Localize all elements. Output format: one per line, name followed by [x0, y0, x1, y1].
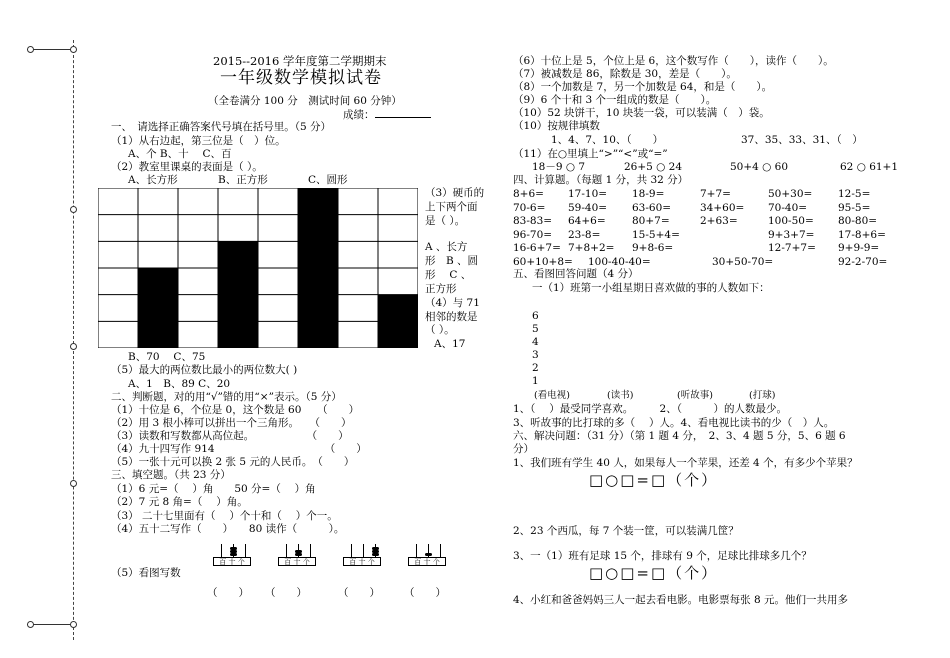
section-2-heading: 二、判断题，对的用“√”错的用“×”表示。（5 分） — [111, 391, 342, 403]
abacus-rod — [310, 544, 311, 557]
calc-problem[interactable]: 100-50= — [768, 215, 814, 227]
calc-problem[interactable]: 96-70= — [513, 228, 553, 241]
s5-scale-2: 2 — [532, 362, 539, 374]
calc-problem[interactable]: 18-9= — [632, 188, 665, 200]
s3-q5: （5）看图写数 — [111, 567, 181, 579]
calc-problem[interactable]: 12-5= — [838, 188, 871, 200]
abacus-answer-3[interactable]: （ ） — [338, 587, 380, 599]
calc-problem[interactable]: 7+8+2= — [568, 242, 615, 254]
abacus-answer-1[interactable]: （ ） — [207, 587, 249, 599]
calc-problem[interactable]: 80+7= — [632, 215, 670, 227]
s5-q2: 3、听故事的比打球的多（ ）人。4、看电视比读书的少（ ）人。 — [513, 417, 835, 429]
calc-problem[interactable]: 100-40-40= — [588, 255, 651, 268]
s1-q4-options-bc: B、70 C、75 — [128, 351, 206, 363]
s1-q4-option-a: A、17 — [434, 338, 466, 350]
section-1-heading: 一、 请选择正确答案代号填在括号里。（5 分） — [111, 121, 332, 133]
exam-year: 2015--2016 学年度第二学期期末 — [213, 54, 387, 68]
s5-scale-5: 5 — [532, 323, 539, 335]
s5-category-tv: (看电视) — [534, 390, 570, 401]
calc-problem[interactable]: 17-10= — [568, 188, 608, 200]
s1-q4-line-1: （4）与 71 — [425, 297, 480, 309]
calc-problem[interactable]: 9+9-9= — [838, 242, 880, 254]
calc-problem[interactable]: 16-6+7= — [513, 242, 561, 254]
binding-margin-line — [73, 40, 74, 640]
calc-problem[interactable]: 60+10+8= — [513, 255, 573, 268]
calc-problem[interactable]: 92-2-70= — [838, 255, 888, 268]
score-label: 成绩： — [343, 109, 375, 121]
s1-q3-opt-line-3: 形 C 、 — [425, 269, 472, 281]
s5-scale-3: 3 — [532, 349, 539, 361]
abacus-2-label: 百 十 个 — [278, 557, 316, 566]
s6-q4: 4、小红和爸爸妈妈三人一起去看电影。电影票每张 8 元。他们一共用多 — [513, 594, 849, 606]
calc-problem[interactable]: 9+8-6= — [632, 242, 674, 254]
score-line — [343, 108, 431, 122]
s1-q5-options: A、1 B、89 C、20 — [128, 378, 231, 390]
s1-q3-line-3: 是（ ）。 — [425, 215, 466, 227]
section-5-heading: 五、看图回答问题（4 分） — [513, 268, 639, 280]
calc-problem[interactable]: 17-8+6= — [838, 228, 886, 241]
s5-scale-1: 1 — [532, 375, 539, 387]
s5-scale-4: 4 — [532, 336, 539, 348]
s6-q1-formula[interactable]: □○□=□（个） — [589, 471, 719, 489]
score-blank[interactable] — [375, 108, 431, 118]
abacus-4-label: 百 十 个 — [408, 557, 446, 566]
s3-q10b: （10）按规律填数 — [513, 120, 600, 132]
s1-q3-opt-line-2: 形 B 、圆 — [425, 255, 479, 267]
s3-q11: （11）在○里填上“>”“<”或“=” — [513, 148, 668, 160]
binding-ring-1 — [27, 46, 34, 53]
s2-item-4: （4）九十四写作 914 （ ） — [111, 443, 367, 455]
s6-q3: 3、一（1）班有足球 15 个，排球有 9 个，足球比排球多几个？ — [513, 550, 812, 562]
s2-item-1: （1）十位是 6，个位是 0，这个数是 60 （ ） — [111, 404, 360, 416]
s1-q1: （1）从右边起，第三位是（ ）位。 — [111, 135, 286, 147]
s2-item-2: （2）用 3 根小棒可以拼出一个三角形。 （ ） — [111, 417, 352, 429]
s1-q4-line-2: 相邻的数是 — [425, 311, 478, 323]
calc-problem[interactable]: 9+3+7= — [768, 228, 815, 241]
s1-q1-options: A、个 B、十 C、百 — [128, 148, 232, 160]
pattern-2: 37、35、33、31、（ ） — [741, 134, 863, 146]
abacus-3 — [343, 544, 381, 570]
abacus-2 — [278, 544, 316, 570]
calc-problem[interactable]: 8+6= — [513, 188, 544, 200]
s1-q3-opt-line-4: 正方形 — [425, 283, 457, 295]
abacus-rod — [416, 544, 417, 557]
binding-ring-7 — [70, 621, 77, 628]
abacus-rod — [363, 544, 364, 557]
abacus-bead — [230, 553, 237, 556]
calc-problem[interactable]: 70-6= — [513, 201, 546, 214]
abacus-bead — [425, 553, 432, 556]
grid-bar-2 — [138, 268, 178, 348]
s3-q6: （6）十位上是 5，个位上是 6，这个数写作（ ），读作（ ）。 — [513, 55, 834, 67]
abacus-rod — [245, 544, 246, 557]
binding-ring-4 — [70, 343, 77, 350]
calc-problem[interactable]: 64+6= — [568, 215, 606, 227]
abacus-3-label: 百 十 个 — [343, 557, 381, 566]
s3-q2: （2）7 元 8 角=（ ）角。 — [111, 496, 248, 508]
s3-q10a: （10）52 块饼干，10 块装一袋，可以装满（ ）袋。 — [513, 107, 770, 119]
s1-q3-opt-line-1: A 、长方 — [425, 241, 468, 253]
binding-ring-5 — [70, 480, 77, 487]
s5-intro: 一（1）班第一小组星期日喜欢做的事的人数如下： — [532, 282, 770, 294]
binding-ring-6 — [27, 621, 34, 628]
section-4-heading: 四、计算题。（每题 1 分，共 32 分） — [513, 174, 689, 186]
abacus-1 — [213, 544, 251, 570]
abacus-rod — [440, 544, 441, 557]
section-6-heading-cont: 分） — [513, 443, 534, 455]
s5-category-ball: (打球) — [749, 390, 776, 401]
calc-problem[interactable]: 63-60= — [632, 201, 672, 214]
s2-item-5: （5）一张十元可以换 2 张 5 元的人民币。 （ ） — [111, 456, 355, 468]
s1-q2-option-b: B、正方形 — [218, 174, 268, 186]
s3-q7: （7）被减数是 86，除数是 30，差是（ ）。 — [513, 68, 737, 80]
s1-q2-option-a: A、长方形 — [128, 174, 178, 186]
abacus-1-label: 百 十 个 — [213, 557, 251, 566]
s5-category-story: (听故事) — [677, 390, 713, 401]
abacus-rod — [221, 544, 222, 557]
calc-problem[interactable]: 2+63= — [700, 215, 738, 227]
s3-q8: （8）一个加数是 7，另一个加数是 64，和是（ ）。 — [513, 81, 773, 93]
abacus-bead — [372, 547, 379, 550]
calc-problem[interactable]: 23-8= — [568, 228, 601, 241]
abacus-rod — [351, 544, 352, 557]
section-3-heading: 三、填空题。（共 23 分） — [111, 469, 231, 481]
s5-q1: 1、（ ）最受同学喜欢。 2、（ ）的人数最少。 — [513, 403, 787, 415]
calc-problem[interactable]: 80-80= — [838, 215, 878, 227]
calc-problem[interactable]: 15-5+4= — [632, 228, 680, 241]
s1-q3-line-1: （3）硬币的 — [425, 187, 485, 199]
exam-info: （全卷满分 100 分 测试时间 60 分钟） — [208, 95, 402, 107]
calc-problem[interactable]: 70-40= — [768, 201, 808, 214]
calc-problem[interactable]: 83-83= — [513, 215, 553, 227]
compare-4: 62 ○ 61+1 — [840, 161, 899, 173]
s2-item-3: （3）读数和写数都从高位起。 （ ） — [111, 430, 349, 442]
pattern-1: 1、4、7、10、（ ） — [551, 134, 664, 146]
abacus-bead — [295, 553, 302, 556]
abacus-4 — [408, 544, 446, 570]
s3-q4: （4）五十二写作（ ） 80 读作（ ）。 — [111, 523, 345, 535]
compare-1: 18－9 ○ 7 — [532, 161, 586, 173]
compare-3: 50+4 ○ 60 — [730, 161, 789, 173]
s6-q1: 1、我们班有学生 40 人，如果每人一个苹果，还差 4 个，有多少个苹果？ — [513, 457, 858, 469]
s5-category-reading: (读书) — [607, 390, 634, 401]
abacus-rod — [286, 544, 287, 557]
binding-ring-3 — [70, 206, 77, 213]
s1-q2-option-c: C、圆形 — [308, 174, 348, 186]
s1-q2: （2）教室里课桌的表面是（ ）。 — [111, 161, 263, 173]
s3-q1: （1）6 元=（ ）角 50 分=（ ）角 — [111, 483, 316, 495]
s1-q5: （5）最大的两位数比最小的两位数大( ) — [111, 364, 298, 376]
s6-q2: 2、23 个西瓜，每 7 个装一筐，可以装满几筐？ — [513, 525, 739, 537]
abacus-answer-2[interactable]: （ ） — [265, 587, 307, 599]
abacus-bead — [372, 550, 379, 553]
s3-q3: （3） 二十七里面有（ ）个十和（ ）个一。 — [111, 510, 338, 522]
calc-problem[interactable]: 7+7= — [700, 188, 731, 200]
calc-problem[interactable]: 12-7+7= — [768, 242, 816, 254]
calc-problem[interactable]: 59-40= — [568, 201, 608, 214]
binding-ring-2 — [70, 46, 77, 53]
s6-q3-formula[interactable]: □○□=□（个） — [589, 564, 719, 582]
abacus-bead — [295, 550, 302, 553]
s5-scale-6: 6 — [532, 310, 539, 322]
abacus-answer-4[interactable]: （ ） — [404, 587, 446, 599]
abacus-bead — [372, 553, 379, 556]
calc-problem[interactable]: 30+50-70= — [712, 255, 774, 268]
calc-problem[interactable]: 34+60= — [700, 201, 745, 214]
calc-problem[interactable]: 50+30= — [768, 188, 813, 200]
abacus-bead — [230, 547, 237, 550]
exam-title: 一年级数学模拟试卷 — [220, 68, 382, 88]
s1-q3-line-2: 上下两个面 — [425, 201, 478, 213]
calc-problem[interactable]: 95-5= — [838, 201, 871, 214]
bar-grid-chart — [98, 188, 418, 348]
s3-q9: （9）6 个十和 3 个一组成的数是（ ）。 — [513, 94, 717, 106]
s1-q4-line-3: （ ）。 — [425, 324, 455, 336]
compare-2: 26+5 ○ 24 — [624, 161, 683, 173]
section-6-heading: 六、解决问题：（31 分）（第 1 题 4 分， 2、3、4 题 5 分，5、6 题 6 — [513, 430, 846, 442]
abacus-bead — [230, 550, 237, 553]
